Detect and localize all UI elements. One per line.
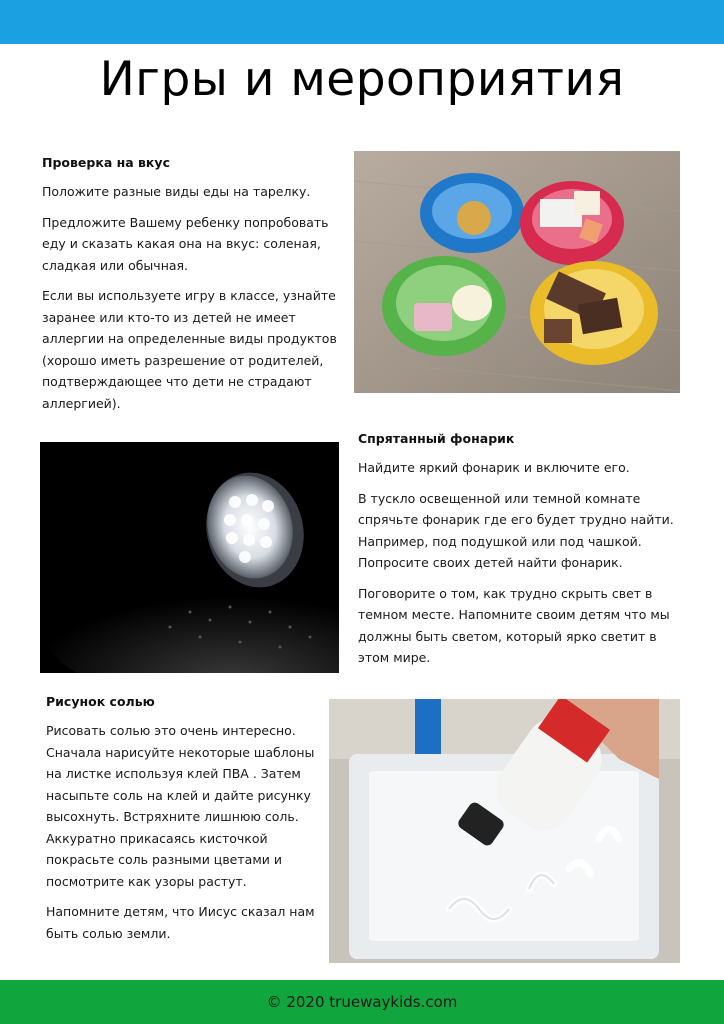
section-paragraph: Предложите Вашему ребенку попробовать еду и сказать какая она на вкус: соленая, сладкая или обычная. [42,214,329,273]
section-taste-test [42,155,342,423]
section-paragraph: Поговорите о том, как трудно скрыть свет в темном месте. Напомните своим детям что мы должны быть светом, который ярко светит в этом мире. [358,585,670,665]
top-color-bar [0,0,724,44]
section-heading: Спрятанный фонарик [358,431,515,446]
section-paragraph: Рисовать солью это очень интересно. Сначала нарисуйте некоторые шаблоны на листке используя клей ПВА . Затем насыпьте соль на клей и дайте рисунку высохнуть. Встряхните лишнюю соль. Аккуратно прикасаясь кисточкой покрасьте соль разными цветами и посмотрите как узоры растут. [46,723,315,889]
page-title: Игры и мероприятия [99,52,625,107]
section-paragraph: Если вы используете игру в классе, узнайте заранее или кто-то из детей не имеет аллергии на определенные виды продуктов (хорошо иметь разрешение от родителей, подтверждающее что дети не страдают аллергией). [42,288,337,411]
section-paragraph: Найдите яркий фонарик и включите его. [358,460,630,475]
footer-bar [0,980,724,1024]
section-hidden-flashlight [358,431,678,678]
section-paragraph: Положите разные виды еды на тарелку. [42,184,311,199]
section-heading: Рисунок солью [46,694,155,709]
flashlight-photo [40,442,339,673]
salt-painting-photo [329,699,680,963]
section-salt-painting [46,694,318,953]
section-paragraph: Напомните детям, что Иисус сказал нам быть солью земли. [46,904,315,941]
food-bowls-photo [354,151,680,393]
copyright-text: © 2020 truewaykids.com [266,993,458,1011]
section-heading: Проверка на вкус [42,155,170,170]
section-paragraph: В тускло освещенной или темной комнате спрячьте фонарик где его будет трудно найти. Например, под подушкой или под чашкой. Попросите своих детей найти фонарик. [358,490,674,570]
